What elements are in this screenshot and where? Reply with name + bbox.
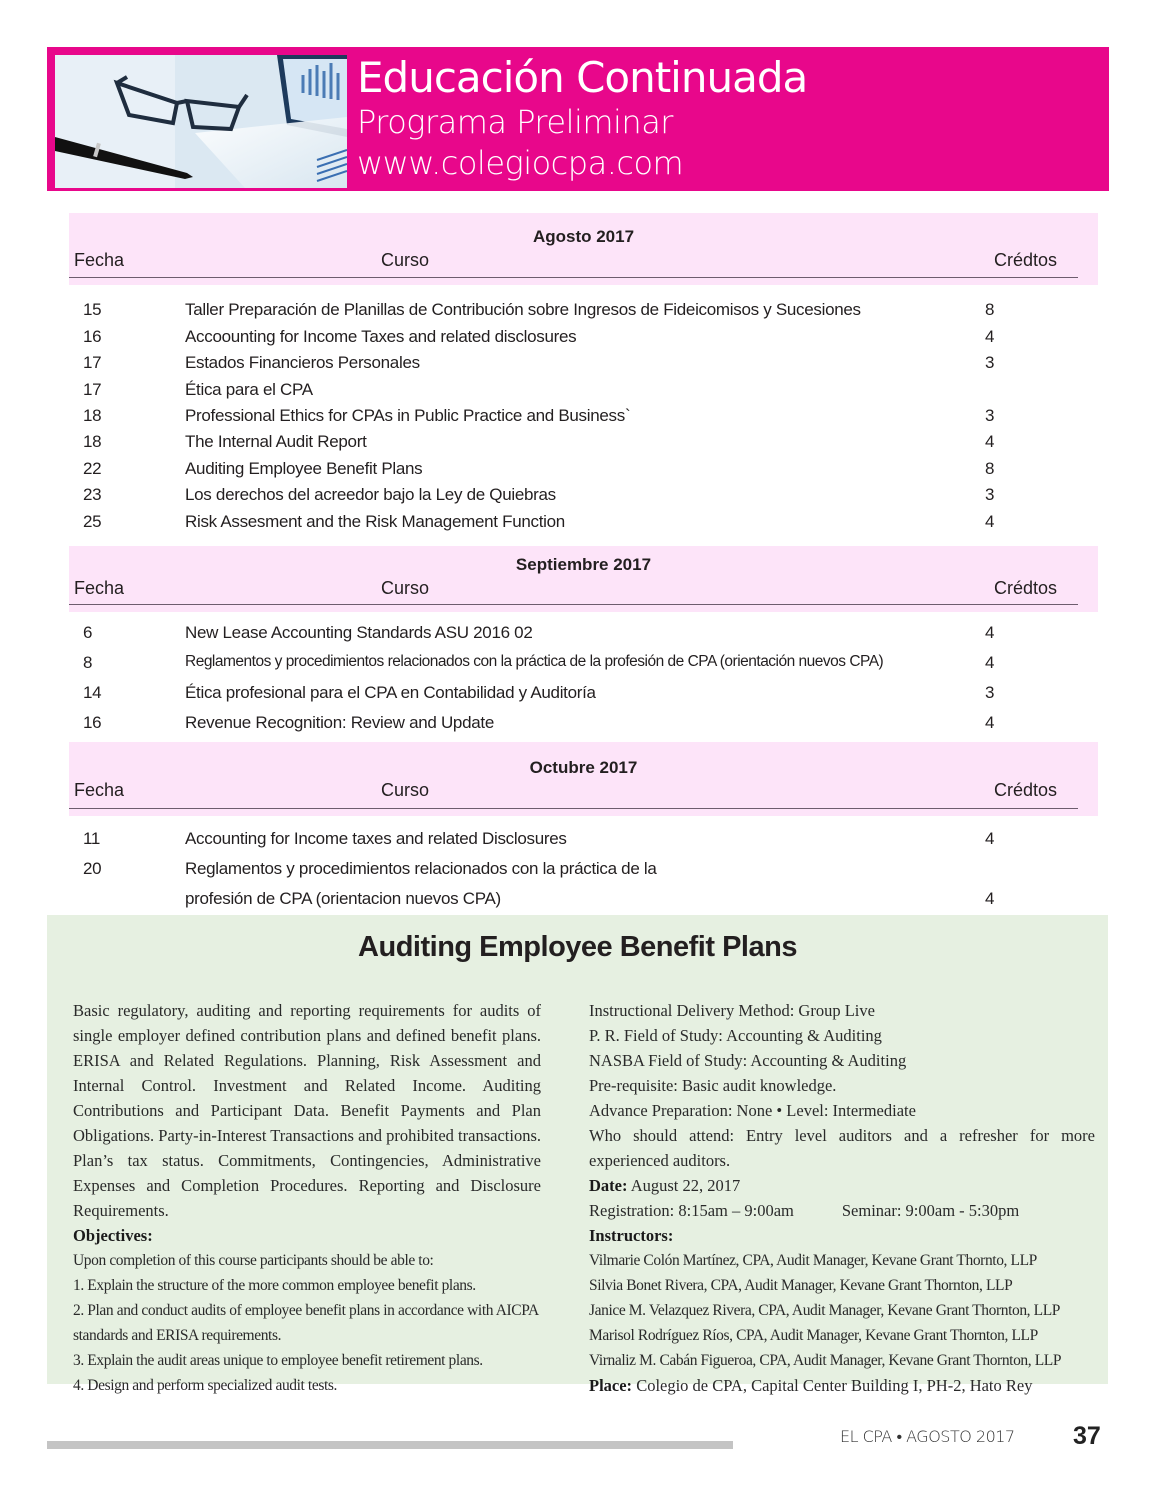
row-date: 11 (83, 829, 101, 848)
month-table-septiembre (69, 546, 1098, 732)
objective-item: 3. Explain the audit areas unique to employee benefit retirement plans. (73, 1352, 483, 1369)
column-header-fecha: Fecha (74, 780, 125, 800)
row-credits: 4 (985, 889, 995, 908)
pr-field-of-study: P. R. Field of Study: Accounting & Auditing (589, 1026, 882, 1045)
row-credits: 3 (985, 353, 995, 372)
row-course: Los derechos del acreedor bajo la Ley de Quiebras (185, 485, 556, 504)
course-title: Auditing Employee Benefit Plans (358, 931, 797, 963)
delivery-method: Instructional Delivery Method: Group Live (589, 1001, 875, 1020)
row-date: 23 (83, 485, 102, 504)
month-title: Septiembre 2017 (515, 555, 652, 574)
objective-item: 1. Explain the structure of the more common employee benefit plans. (73, 1277, 476, 1294)
row-date: 8 (83, 653, 93, 672)
course-left-column (73, 998, 541, 1398)
row-date: 6 (83, 623, 93, 642)
objectives-heading: Objectives: (73, 1226, 153, 1245)
glasses-pen-laptop-photo-icon (55, 55, 347, 188)
row-credits: 4 (985, 512, 995, 531)
column-header-fecha: Fecha (74, 250, 125, 270)
row-course: New Lease Accounting Standards ASU 2016 02 (185, 623, 533, 642)
row-course: Professional Ethics for CPAs in Public Practice and Business` (185, 406, 631, 425)
row-date: 17 (83, 380, 102, 399)
row-date: 14 (83, 683, 102, 702)
row-credits: 4 (985, 713, 995, 732)
column-header-curso: Curso (381, 780, 430, 800)
row-date: 18 (83, 406, 102, 425)
row-course: Accounting for Income taxes and related Disclosures (185, 829, 567, 848)
row-credits: 4 (985, 432, 995, 451)
row-course: Risk Assesment and the Risk Management Function (185, 512, 565, 531)
date-line (589, 1173, 1095, 1198)
footer-divider (47, 1441, 733, 1449)
who-should-attend: Who should attend: Entry level auditors and a refresher for more experienced auditors. (589, 1126, 1095, 1170)
row-date: 18 (83, 432, 102, 451)
row-date: 16 (83, 713, 102, 732)
place-value: Colegio de CPA, Capital Center Building I, PH-2, Hato Rey (632, 1376, 1033, 1395)
row-credits: 3 (985, 406, 995, 425)
header-divider (69, 808, 1078, 809)
row-course: Estados Financieros Personales (185, 353, 420, 372)
month-table-agosto (69, 213, 1098, 531)
course-description: Basic regulatory, auditing and reporting requirements for audits of single employer defined contribution plans and defined benefit plans. ERISA and Related Regulations. Planning, Risk Assessment and Internal Control. Investment and Related Income. Auditing Contributions and Participant Data. Benefit Payments and Plan Obligations. Party-in-Interest Transactions and prohibited transactions. Plan’s tax status. Commitments, Contingencies, Administrative Expenses and Completion Procedures. Reporting and Disclosure Requirements. (73, 1001, 541, 1220)
month-header (69, 213, 1098, 285)
row-credits: 3 (985, 485, 995, 504)
month-title: Agosto 2017 (532, 227, 635, 246)
header-banner (47, 47, 1109, 191)
column-header-fecha: Fecha (74, 578, 125, 598)
objective-item: 4. Design and perform specialized audit tests. (73, 1377, 337, 1394)
instructors-heading: Instructors: (589, 1226, 674, 1245)
registration-time: Registration: 8:15am – 9:00am (589, 1201, 794, 1220)
place-line (589, 1373, 1095, 1398)
row-course: Accoounting for Income Taxes and related disclosures (185, 327, 577, 346)
row-credits: 4 (985, 653, 995, 672)
instructor-item: Marisol Rodríguez Ríos, CPA, Audit Manager, Kevane Grant Thornton, LLP (589, 1327, 1038, 1344)
month-header (69, 742, 1098, 816)
row-course: profesión de CPA (orientacion nuevos CPA) (185, 889, 501, 908)
page-title: Educación Continuada (357, 53, 808, 102)
objective-item: 2. Plan and conduct audits of employee benefit plans in accordance with AICPA standards and ERISA requirements. (73, 1302, 538, 1344)
row-date: 20 (83, 859, 102, 878)
column-header-curso: Curso (381, 250, 430, 270)
date-value: August 22, 2017 (627, 1176, 741, 1195)
month-title: Octubre 2017 (529, 758, 638, 777)
month-header (69, 546, 1098, 612)
page-subtitle: Programa Preliminar (357, 103, 673, 141)
row-credits: 4 (985, 829, 995, 848)
footer-magazine-issue: EL CPA • AGOSTO 2017 (840, 1427, 1015, 1446)
column-header-creditos: Crédtos (994, 578, 1058, 598)
instructor-item: Silvia Bonet Rivera, CPA, Audit Manager, Kevane Grant Thornton, LLP (589, 1277, 1013, 1294)
row-date: 16 (83, 327, 102, 346)
row-course: The Internal Audit Report (185, 432, 367, 451)
row-course: Ética profesional para el CPA en Contabilidad y Auditoría (185, 683, 596, 702)
advance-preparation: Advance Preparation: None • Level: Intermediate (589, 1101, 916, 1120)
prerequisite: Pre-requisite: Basic audit knowledge. (589, 1076, 837, 1095)
row-course: Reglamentos y procedimientos relacionados con la práctica de la (185, 859, 657, 878)
course-detail-section (47, 915, 1108, 1395)
row-credits: 4 (985, 623, 995, 642)
column-header-curso: Curso (381, 578, 430, 598)
website-link[interactable]: www.colegiocpa.com (357, 144, 684, 182)
objectives-intro: Upon completion of this course participants should be able to: (73, 1252, 434, 1269)
column-header-creditos: Crédtos (994, 780, 1058, 800)
seminar-time: Seminar: 9:00am - 5:30pm (841, 1201, 1020, 1220)
page-number: 37 (1073, 1422, 1101, 1450)
month-table-octubre (69, 742, 1098, 908)
row-course: Reglamentos y procedimientos relacionados con la práctica de la profesión de CPA (orientación nuevos CPA) (185, 653, 884, 670)
row-course: Auditing Employee Benefit Plans (185, 459, 423, 478)
nasba-field-of-study: NASBA Field of Study: Accounting & Auditing (589, 1051, 907, 1070)
row-credits: 8 (985, 300, 995, 319)
row-date: 22 (83, 459, 102, 478)
row-course: Revenue Recognition: Review and Update (185, 713, 494, 732)
row-date: 15 (83, 300, 102, 319)
place-label: Place: (589, 1376, 633, 1395)
instructor-item: Vilmarie Colón Martínez, CPA, Audit Manager, Kevane Grant Thornto, LLP (589, 1252, 1037, 1269)
header-divider (69, 604, 1078, 605)
banner-text (357, 53, 807, 185)
course-right-column (589, 998, 1095, 1398)
row-credits: 4 (985, 327, 995, 346)
instructor-item: Virnaliz M. Cabán Figueroa, CPA, Audit Manager, Kevane Grant Thornton, LLP (589, 1352, 1062, 1369)
column-header-creditos: Crédtos (994, 250, 1058, 270)
row-date: 25 (83, 512, 102, 531)
row-date: 17 (83, 353, 102, 372)
schedule-times (589, 1198, 1095, 1223)
header-divider (69, 277, 1078, 278)
row-course: Ética para el CPA (185, 380, 313, 399)
instructor-item: Janice M. Velazquez Rivera, CPA, Audit Manager, Kevane Grant Thornton, LLP (589, 1302, 1060, 1319)
row-credits: 3 (985, 683, 995, 702)
row-credits: 8 (985, 459, 995, 478)
row-course: Taller Preparación de Planillas de Contribución sobre Ingresos de Fideicomisos y Sucesiones (185, 300, 861, 319)
date-label: Date: (589, 1176, 628, 1195)
